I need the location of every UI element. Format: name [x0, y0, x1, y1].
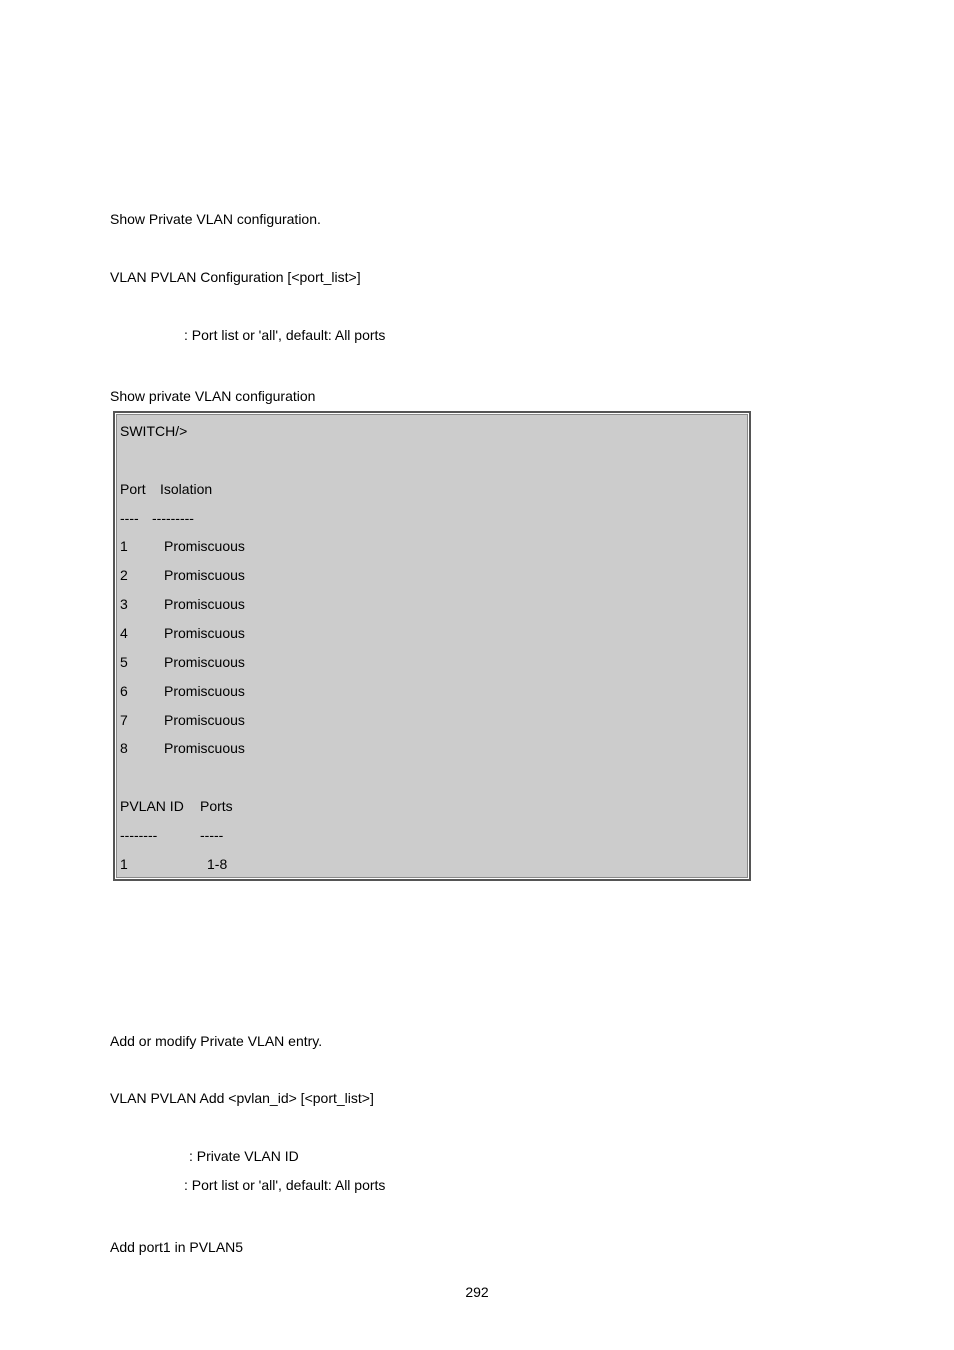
console-row-isolation: Promiscuous — [164, 740, 245, 756]
console-row-isolation: Promiscuous — [164, 625, 245, 641]
section1-description: Show Private VLAN configuration. — [110, 211, 321, 227]
section2-example-caption: Add port1 in PVLAN5 — [110, 1239, 244, 1255]
console-row-isolation: Promiscuous — [164, 538, 245, 554]
console-row-port: 5 — [120, 654, 128, 670]
section2-syntax: VLAN PVLAN Add <pvlan_id> [<port_list>] — [110, 1090, 374, 1106]
console-row-port: 7 — [120, 712, 128, 728]
section2-param-pvlan-id: : Private VLAN ID — [189, 1148, 299, 1164]
console-divider-isolation: --------- — [152, 510, 194, 526]
console-pvlan-header-id: PVLAN ID — [120, 798, 184, 814]
console-output-box — [113, 411, 751, 881]
console-header-port: Port — [120, 481, 146, 497]
console-pvlan-row-ports: 1-8 — [207, 856, 228, 872]
page-number: 292 — [465, 1284, 489, 1300]
console-pvlan-header-ports: Ports — [200, 798, 233, 814]
console-row-port: 4 — [120, 625, 128, 641]
console-row-isolation: Promiscuous — [164, 683, 245, 699]
console-row-port: 1 — [120, 538, 128, 554]
section1-param-port-list: : Port list or 'all', default: All ports — [184, 327, 386, 343]
section1-syntax: VLAN PVLAN Configuration [<port_list>] — [110, 269, 361, 285]
console-divider-port: ---- — [120, 510, 139, 526]
console-pvlan-divider-ports: ----- — [200, 827, 224, 843]
console-row-isolation: Promiscuous — [164, 567, 245, 583]
console-header-isolation: Isolation — [160, 481, 213, 497]
console-row-isolation: Promiscuous — [164, 712, 245, 728]
console-row-port: 3 — [120, 596, 128, 612]
section2-description: Add or modify Private VLAN entry. — [110, 1033, 323, 1049]
console-row-port: 6 — [120, 683, 128, 699]
console-prompt: SWITCH/> — [120, 423, 188, 439]
console-row-isolation: Promiscuous — [164, 654, 245, 670]
console-row-port: 2 — [120, 567, 128, 583]
console-row-isolation: Promiscuous — [164, 596, 245, 612]
console-row-port: 8 — [120, 740, 128, 756]
console-pvlan-row-id: 1 — [120, 856, 128, 872]
section2-param-port-list: : Port list or 'all', default: All ports — [184, 1177, 386, 1193]
section1-example-caption: Show private VLAN configuration — [110, 388, 316, 404]
console-pvlan-divider-id: -------- — [120, 827, 158, 843]
